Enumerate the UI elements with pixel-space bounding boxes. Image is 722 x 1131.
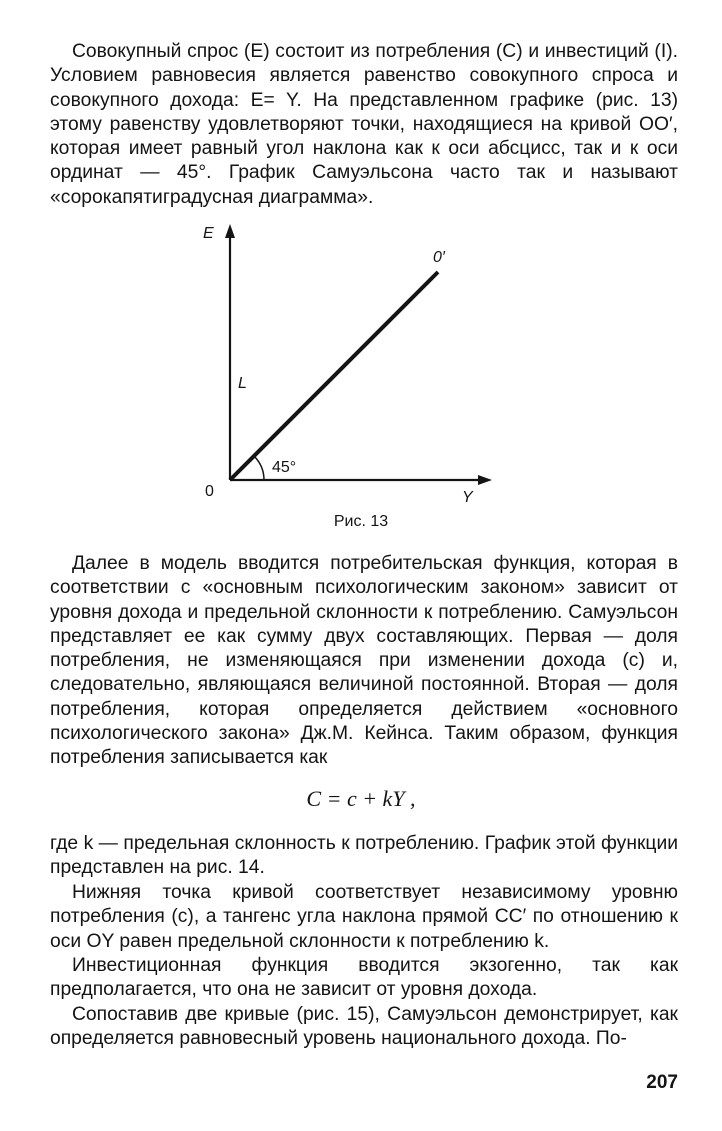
figure-caption: Рис. 13: [333, 513, 389, 530]
paragraph-marginal-propensity: где k — предельная склонность к потреблению. График этой функции представлен на рис. 14.: [50, 833, 678, 879]
y-axis-label: Y: [462, 489, 473, 506]
page-number: 207: [646, 1072, 678, 1093]
paragraph-consumption-function: Далее в модель вводится потребительская функция, которая в соответствии с «основным психологическим законом» зависит от уровня дохода и предельной склонности к потреблению. Самуэльсон представляет ее как сумму двух составляющих. Первая — доля потребления, не изменяющаяся при изменении дохода (c) и, следовательно, являющаяся величиной постоянной. Вторая — доля потребления, которая определяется действием «основного психологического закона» Дж.М. Кейнса. Таким образом, функция потребления записывается как: [50, 553, 678, 769]
e-axis-arrow-icon: [225, 224, 235, 238]
line-end-label: 0′: [433, 249, 445, 266]
paragraph-aggregate-demand: Совокупный спрос (E) состоит из потребления (C) и инвестиций (I). Условием равновесия является равенство совокупного спроса и совокупного дохода: E= Y. На представленном графике (рис. 13) этому равенству удовлетворяют точки, находящиеся на кривой OO′, которая имеет равный угол наклона как к оси абсцисс, так и к оси ординат — 45°. График Самуэльсона часто так и называют «сорокапятиградусная диаграмма».: [50, 41, 678, 208]
origin-label: 0: [205, 483, 214, 500]
paragraph-two-curves: Сопоставив две кривые (рис. 15), Самуэльсон демонстрирует, как определяется равновесный уровень национального дохода. По-: [50, 1004, 678, 1050]
paragraph-lower-point: Нижняя точка кривой соответствует независимому уровню потребления (c), а тангенс угла наклона прямой CC′ по отношению к оси OY равен предельной склонности к потреблению k.: [50, 882, 678, 952]
angle-label: 45°: [272, 459, 297, 476]
line-oo-prime: [230, 272, 438, 480]
angle-arc: [254, 456, 264, 480]
e-axis-label: E: [203, 225, 214, 242]
line-label: L: [238, 375, 247, 392]
y-axis-arrow-icon: [478, 475, 492, 485]
consumption-formula: C = c + kY ,: [306, 786, 416, 811]
paragraph-investment-function: Инвестиционная функция вводится экзогенно, так как предполагается, что она не зависит от уровня дохода.: [50, 955, 678, 1001]
